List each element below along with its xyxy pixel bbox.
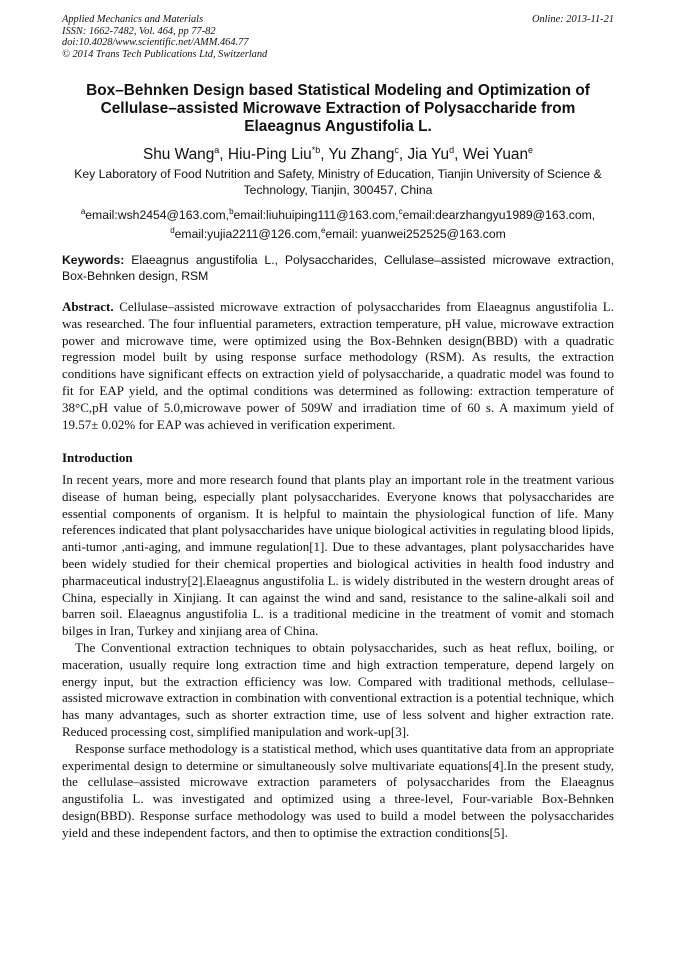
author-sup: e	[528, 145, 534, 155]
author-name: Yu Zhang	[328, 146, 395, 164]
doi-line: doi:10.4028/www.scientific.net/AMM.464.77	[62, 37, 249, 49]
issn-line: ISSN: 1662-7482, Vol. 464, pp 77-82	[62, 25, 216, 37]
abstract-label: Abstract.	[62, 299, 114, 314]
abstract-block	[62, 299, 614, 433]
email-sup: d	[170, 226, 175, 236]
email-link[interactable]: email:liuhuiping111@163.com,	[233, 208, 399, 223]
author-sup: c	[394, 145, 399, 155]
email-sup: c	[398, 207, 403, 216]
keywords-label: Keywords:	[62, 253, 125, 267]
author-sup: a	[214, 145, 220, 155]
paragraph: The Conventional extraction techniques to obtain polysaccharides, such as heat reflux, boiling, or maceration, usually require long extraction time and high extraction temperature, depend largely on energy input, but the extraction efficiency was low. Compared with traditional methods, cellulase–assisted microwave extraction in combination with conventional extraction is a potential technique, which has many advantages, such as shorter extraction time, use of less solvent and higher extraction rate. Reduced processing cost, simplified manipulation and work-up[3].	[62, 639, 614, 739]
author-name: Shu Wang	[142, 146, 215, 164]
journal-name: Applied Mechanics and Materials	[62, 14, 204, 25]
author-name: Jia Yu	[407, 146, 450, 164]
keywords-block	[62, 252, 614, 284]
online-date: Online: 2013-11-21	[531, 14, 614, 25]
author-name: Hiu-Ping Liu	[227, 146, 312, 164]
paragraph: In recent years, more and more research found that plants play an important role in the treatment various disease of human being, especially plant polysaccharides. Everyone knows that polysaccharides are essential components of organism. It is helpful to maintain the physiological function of life. Many references indicated that plant polysaccharides have unique biological activities in regulating blood lipids, anti-tumor ,anti-aging, and immune regulation[1]. Due to these advantages, plant polysaccharides have been widely studied for their chemical properties and biological activities in health food industry and pharmaceutical industry[2].Elaeagnus angustifolia L. is widely distributed in the western drought areas of China, especially in Xinjiang. It can against the wind and sand, resistance to the saline-alkali soil and barren soil. Elaeagnus angustifolia L. is a traditional medicine in the treatment of vomit and stomach bilges in Iran, Turkey and xinjiang area of China.	[62, 472, 614, 639]
email-sup: b	[229, 207, 234, 216]
author-list: Shu Wang$^a$, Hiu-Ping Liu$^{*b}$, Yu Zhang$^c$, Jia Yu$^d$, Wei Yuan$^e$	[142, 145, 534, 164]
email-link[interactable]: email:yujia2211@126.com,	[174, 227, 321, 242]
introduction-body	[62, 472, 614, 842]
author-sup: d	[449, 145, 455, 155]
paper-title: Box–Behnken Design based Statistical Modeling and Optimization of Cellulase–assisted Microwave Extraction of Polysaccharide from Elaeagnus Angustifolia L.	[86, 82, 590, 135]
journal-header	[62, 14, 614, 60]
author-name: Wei Yuan	[462, 146, 529, 164]
email-link[interactable]: email: yuanwei252525@163.com	[325, 227, 506, 242]
email-sup: e	[320, 226, 326, 236]
copyright-line: © 2014 Trans Tech Publications Ltd, Switzerland	[62, 48, 268, 60]
introduction-heading: Introduction	[62, 450, 133, 465]
email-sup: a	[80, 207, 86, 216]
email-link[interactable]: email:dearzhangyu1989@163.com,	[402, 208, 596, 223]
email-link[interactable]: email:wsh2454@163.com,	[85, 208, 230, 223]
abstract-text: Cellulase–assisted microwave extraction of polysaccharides from Elaeagnus angustifolia L. was researched. The four influential parameters, extraction temperature, pH value, microwave extraction power and microwave time, were optimized using the Box-Behnken design(BBD) with a quadratic regression model built by using response surface methodology (RSM). As results, the extraction conditions have significant effects on extraction yield of polysaccharide, a quadratic model was found to fit for EAP yield, and the optimal conditions was determined as following: extraction temperature of 38°C,pH value of 5.0,microwave power of 509W and irradiation time of 60 s. A maximum yield of 19.57± 0.02% for EAP was achieved in verification experiment.	[62, 299, 614, 432]
author-sup: *b	[311, 145, 321, 155]
paragraph: Response surface methodology is a statistical method, which uses quantitative data from an appropriate experimental design to determine or simultaneously solve multivariate equations[4].In the present study, the cellulase–assisted microwave extraction parameters of polysaccharides from the Elaeagnus angustifolia L. was investigated and optimized using a three-level, Four-variable Box-Behnken design(BBD). Response surface methodology was used to build a model between the polysaccharides yield and these independent factors, and then to optimise the extraction conditions[5].	[62, 740, 614, 840]
keywords-text: Elaeagnus angustifolia L., Polysaccharides, Cellulase–assisted microwave extraction, Box-Behnken design, RSM	[62, 253, 614, 283]
affiliation: Key Laboratory of Food Nutrition and Safety, Ministry of Education, Tianjin University of Science & Technology, Tianjin, 300457, China	[74, 167, 602, 197]
email-block	[62, 204, 614, 242]
